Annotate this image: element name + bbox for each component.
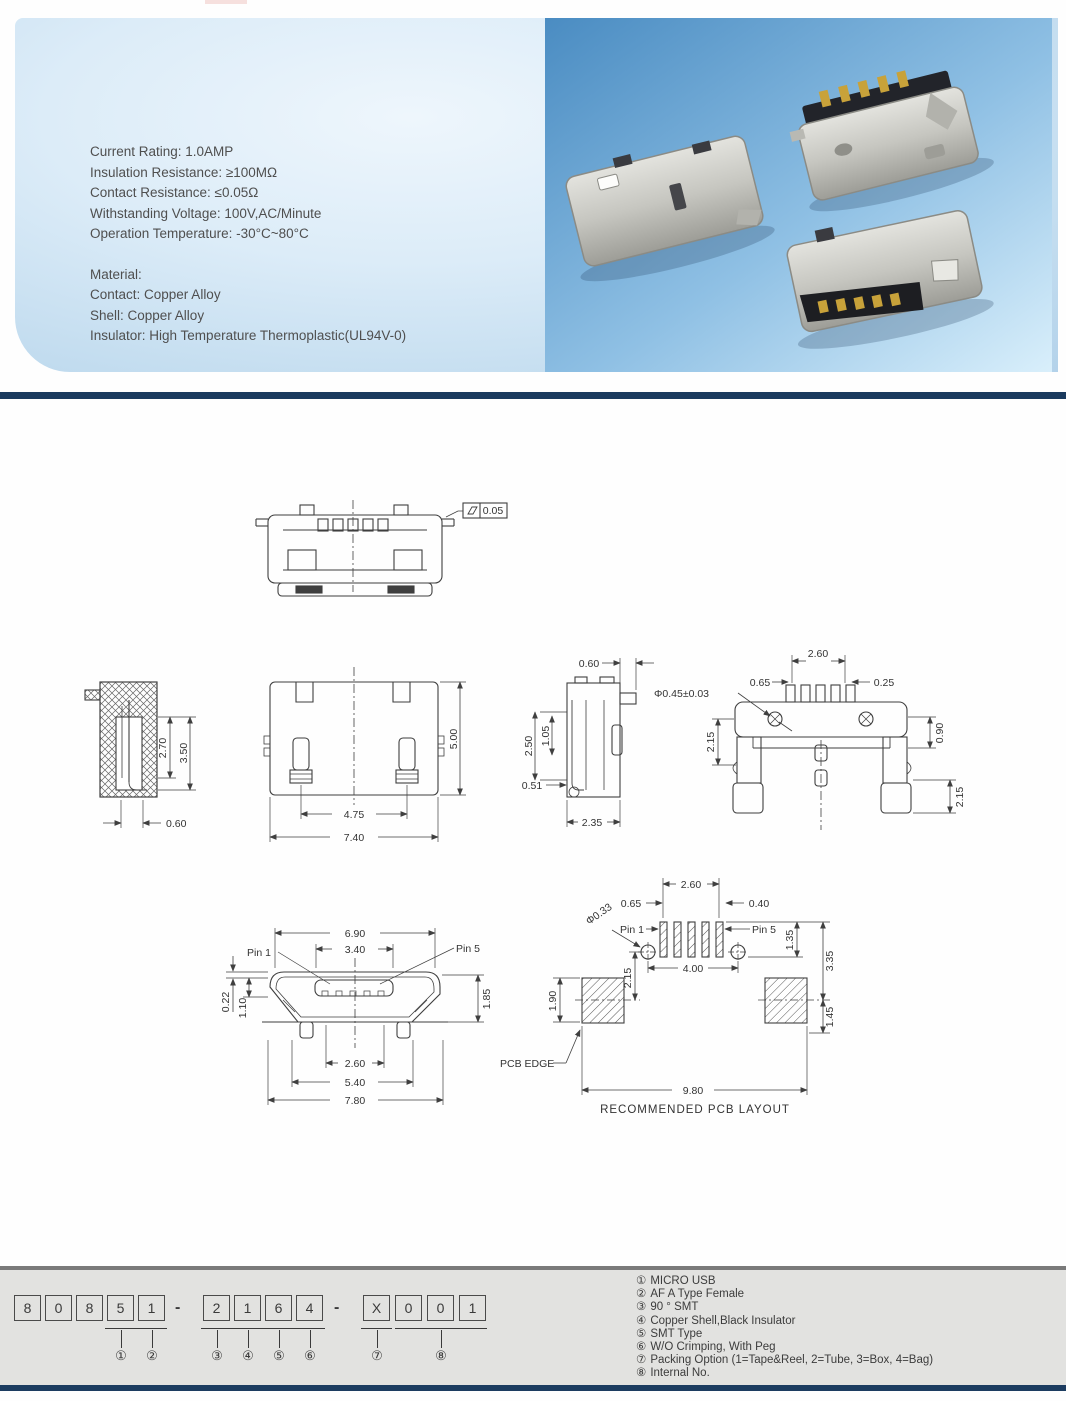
dim-pcb-r3: 1.45 xyxy=(824,1006,836,1028)
pn-leader xyxy=(310,1330,311,1348)
legend-item xyxy=(636,1275,933,1288)
view-front-elevation xyxy=(264,667,466,844)
technical-drawings xyxy=(0,395,1066,1271)
pn-box: 8 xyxy=(76,1295,103,1321)
pcb-layout-caption: RECOMMENDED PCB LAYOUT xyxy=(600,1104,790,1116)
dim-pcb-l2: 1.90 xyxy=(547,990,559,1012)
pn-marker: ⑧ xyxy=(435,1348,447,1363)
legend-item xyxy=(636,1354,933,1367)
legend-item xyxy=(636,1328,933,1341)
legend-item xyxy=(636,1341,933,1354)
pn-leader xyxy=(152,1330,153,1348)
pn-box: X xyxy=(363,1295,390,1321)
legend-item xyxy=(636,1301,933,1314)
pn-box: 4 xyxy=(296,1295,323,1321)
dim-back-w2: 0.65 xyxy=(749,677,771,689)
spec-list xyxy=(90,142,406,347)
pn-leader xyxy=(217,1330,218,1348)
view-pcb-layout xyxy=(500,878,836,1116)
pn-box: 1 xyxy=(459,1295,486,1321)
pn-marker: ② xyxy=(146,1348,158,1363)
legend-marker: ⑦ xyxy=(636,1354,647,1367)
pn-leader xyxy=(279,1330,280,1348)
dim-pcb-r2: 3.35 xyxy=(824,950,836,972)
pn-underline xyxy=(136,1328,167,1329)
view-rear-elevation xyxy=(256,500,507,596)
spec-line: Current Rating: 1.0AMP xyxy=(90,144,234,159)
pn-box: 1 xyxy=(234,1295,261,1321)
pn-leader xyxy=(377,1330,378,1348)
label-pin1: Pin 1 xyxy=(247,947,271,959)
legend-text: SMT Type xyxy=(650,1327,703,1340)
legend-marker: ⑥ xyxy=(636,1341,647,1354)
dim-back-w1: 2.60 xyxy=(807,648,829,660)
dim-face-w2: 3.40 xyxy=(344,944,366,956)
legend-text: 90 ° SMT xyxy=(650,1301,699,1314)
label-pcb-pin5: Pin 5 xyxy=(752,924,776,936)
pn-marker: ⑥ xyxy=(304,1348,316,1363)
pn-marker: ① xyxy=(115,1348,127,1363)
material-line: Insulator: High Temperature Thermoplastic(UL94V-0) xyxy=(90,328,407,343)
legend-text: Copper Shell,Black Insulator xyxy=(650,1314,796,1327)
view-side xyxy=(522,658,654,829)
dim-pcb-hole: Φ0.33 xyxy=(583,901,615,928)
dim-face-b2: 5.40 xyxy=(344,1077,366,1089)
dim-face-w1: 6.90 xyxy=(344,928,366,940)
material-title: Material: xyxy=(90,266,142,282)
dim-face-r1: 1.85 xyxy=(481,988,493,1010)
legend-marker: ② xyxy=(636,1288,647,1301)
part-number-panel xyxy=(0,1266,1066,1391)
pn-separator: - xyxy=(334,1299,340,1316)
legend-text: AF A Type Female xyxy=(650,1288,745,1301)
product-photo xyxy=(545,18,1052,372)
view-back xyxy=(654,648,966,830)
dim-side-top: 0.60 xyxy=(578,658,600,670)
view-side-section xyxy=(85,682,196,830)
dim-face-b3: 7.80 xyxy=(344,1095,366,1107)
pn-box: 2 xyxy=(203,1295,230,1321)
pn-box: 0 xyxy=(395,1295,422,1321)
pn-marker: ④ xyxy=(242,1348,254,1363)
legend-text: MICRO USB xyxy=(650,1275,716,1287)
logo-remnant xyxy=(205,0,247,4)
material-line: Contact: Copper Alloy xyxy=(90,287,221,302)
legend-marker: ① xyxy=(636,1275,647,1287)
dim-face-b1: 2.60 xyxy=(344,1058,366,1070)
pn-leader xyxy=(441,1330,442,1348)
dim-section-h1: 2.70 xyxy=(157,737,169,759)
pn-underline xyxy=(232,1328,263,1329)
spec-line: Contact Resistance: ≤0.05Ω xyxy=(90,185,259,200)
pn-underline xyxy=(361,1328,392,1329)
legend-text: W/O Crimping, With Peg xyxy=(650,1341,776,1354)
pn-underline xyxy=(294,1328,325,1329)
dim-back-l1: 2.15 xyxy=(705,731,717,753)
legend-text: Internal No. xyxy=(650,1367,710,1380)
dim-back-r1: 0.90 xyxy=(934,722,946,744)
dim-pcb-w3: 0.40 xyxy=(748,898,770,910)
dim-side-w: 2.35 xyxy=(581,817,603,829)
spec-line: Withstanding Voltage: 100V,AC/Minute xyxy=(90,205,322,221)
dim-pcb-l1: 2.15 xyxy=(622,967,634,989)
label-pcb-pin1: Pin 1 xyxy=(620,924,644,936)
dim-side-l2: 1.05 xyxy=(540,725,552,747)
pn-underline xyxy=(201,1328,232,1329)
legend-marker: ⑧ xyxy=(636,1367,647,1380)
dim-back-w3: 0.25 xyxy=(873,677,895,689)
dim-pcb-w1: 2.60 xyxy=(680,879,702,891)
dim-pcb-w4: 4.00 xyxy=(682,963,704,975)
pn-box: 0 xyxy=(427,1295,454,1321)
pn-box: 6 xyxy=(265,1295,292,1321)
dim-back-r2: 2.15 xyxy=(954,786,966,808)
material-line: Shell: Copper Alloy xyxy=(90,307,205,323)
pn-box: 0 xyxy=(45,1295,72,1321)
pn-marker: ⑦ xyxy=(371,1348,383,1363)
spec-line: Insulation Resistance: ≥100MΩ xyxy=(90,164,278,180)
dim-side-l1: 2.50 xyxy=(523,735,535,757)
dim-section-h2: 3.50 xyxy=(178,742,190,764)
dim-front-w1: 4.75 xyxy=(343,809,365,821)
pn-box: 8 xyxy=(14,1295,41,1321)
pn-leader xyxy=(248,1330,249,1348)
pn-separator: - xyxy=(175,1299,181,1316)
dim-front-w2: 7.40 xyxy=(343,832,365,844)
pn-marker: ⑤ xyxy=(273,1348,285,1363)
legend-item xyxy=(636,1367,933,1380)
pn-leader xyxy=(121,1330,122,1348)
legend-item xyxy=(636,1315,933,1328)
legend-marker: ④ xyxy=(636,1314,647,1327)
dim-pcb-r1: 1.35 xyxy=(784,929,796,951)
label-pcb-edge: PCB EDGE xyxy=(500,1058,555,1070)
view-mating-face xyxy=(220,928,493,1107)
spec-line: Operation Temperature: -30°C~80°C xyxy=(90,226,309,241)
dim-back-hole: Φ0.45±0.03 xyxy=(654,688,710,700)
legend-marker: ⑤ xyxy=(636,1327,647,1340)
part-number-legend xyxy=(636,1275,933,1381)
legend-item xyxy=(636,1288,933,1301)
dim-face-l1: 0.22 xyxy=(220,991,232,1013)
pn-marker: ③ xyxy=(211,1348,223,1363)
dim-section-w: 0.60 xyxy=(166,818,187,830)
dim-front-h: 5.00 xyxy=(448,728,460,750)
pn-box: 1 xyxy=(138,1295,165,1321)
drawing-sheet xyxy=(0,395,1066,1266)
dim-face-l2: 1.10 xyxy=(237,997,249,1019)
label-pin5: Pin 5 xyxy=(456,943,480,955)
legend-marker: ③ xyxy=(636,1301,647,1314)
dim-flatness: 0.05 xyxy=(482,505,504,517)
dim-pcb-b: 9.80 xyxy=(682,1085,704,1097)
dim-pcb-w2: 0.65 xyxy=(620,898,642,910)
dim-side-l3: 0.51 xyxy=(521,780,543,792)
material-list xyxy=(90,265,406,347)
pn-box: 5 xyxy=(107,1295,134,1321)
connector-photo-art xyxy=(545,18,1052,372)
pn-underline xyxy=(395,1328,487,1329)
pn-underline xyxy=(263,1328,294,1329)
pn-underline xyxy=(105,1328,136,1329)
legend-text: Packing Option (1=Tape&Reel, 2=Tube, 3=Box, 4=Bag) xyxy=(650,1354,934,1367)
